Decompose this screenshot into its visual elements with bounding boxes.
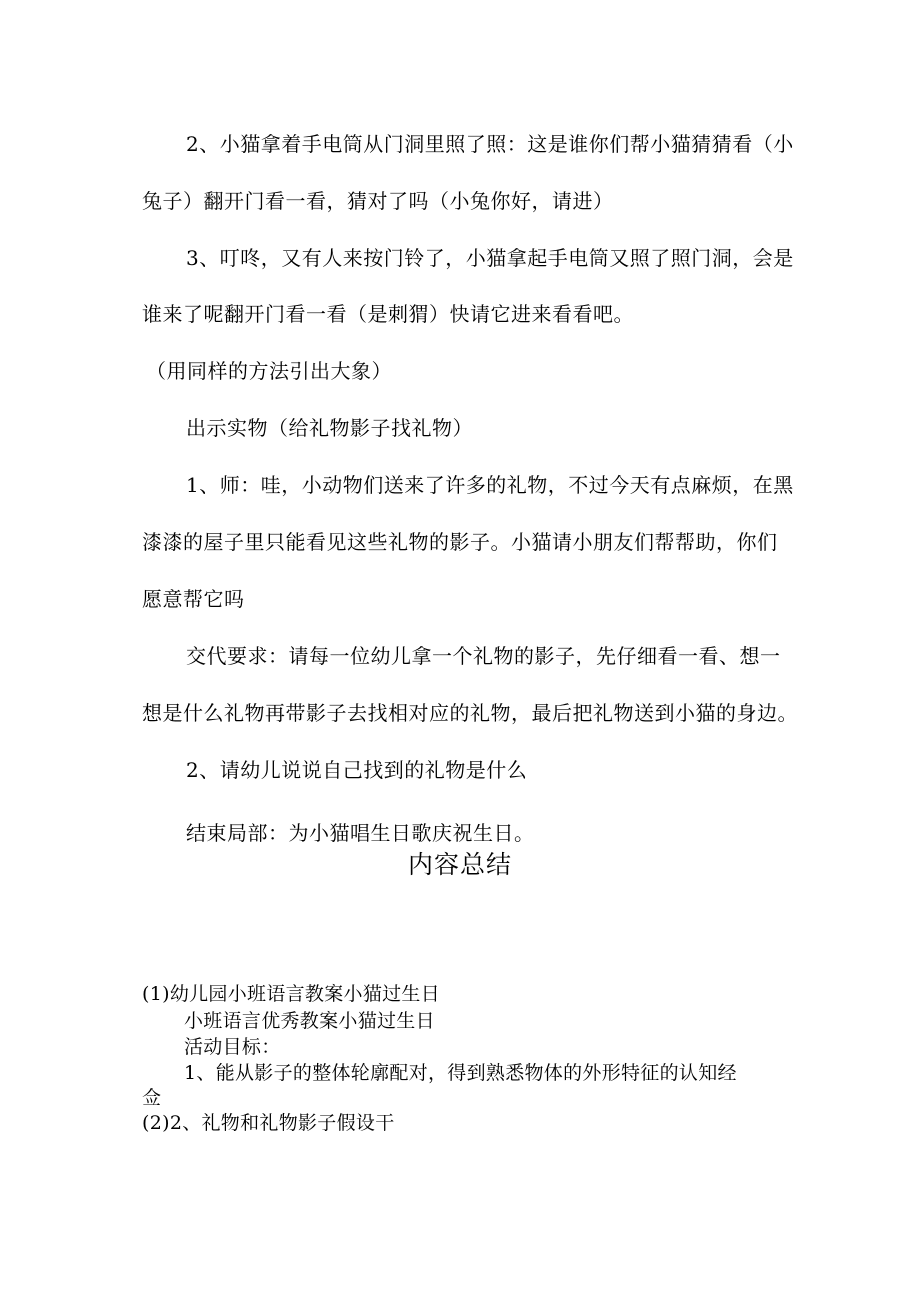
summary-line: 活动目标： xyxy=(184,1036,281,1058)
paragraph-line: 愿意帮它吗 xyxy=(142,587,245,611)
summary-line: (1)幼儿园小班语言教案小猫过生日 xyxy=(142,983,441,1005)
paragraph-line: 谁来了呢翻开门看一看（是刺猬）快请它进来看看吧。 xyxy=(142,302,634,326)
paragraph-line: 1、师：哇，小动物们送来了许多的礼物，不过今天有点麻烦，在黑 xyxy=(186,473,794,497)
paragraph-line: 2、小猫拿着手电筒从门洞里照了照：这是谁你们帮小猫猜猜看（小 xyxy=(186,132,794,156)
paragraph-line: （用同样的方法引出大象） xyxy=(146,359,392,383)
summary-line: 1、能从影子的整体轮廓配对，得到熟悉物体的外形特征的认知经 xyxy=(184,1062,737,1084)
paragraph-line: 交代要求：请每一位幼儿拿一个礼物的影子，先仔细看一看、想一 xyxy=(186,644,781,668)
summary-line: 小班语言优秀教案小猫过生日 xyxy=(184,1010,435,1032)
paragraph-line: 结束局部：为小猫唱生日歌庆祝生日。 xyxy=(186,821,535,845)
paragraph-line: 想是什么礼物再带影子去找相对应的礼物，最后把礼物送到小猫的身边。 xyxy=(142,701,798,725)
paragraph-line: 兔子）翻开门看一看，猜对了吗（小兔你好，请进） xyxy=(142,189,614,213)
paragraph-line: 2、请幼儿说说自己找到的礼物是什么 xyxy=(186,758,528,782)
paragraph-line: 漆漆的屋子里只能看见这些礼物的影子。小猫请小朋友们帮帮助，你们 xyxy=(142,530,778,554)
summary-title: 内容总结 xyxy=(407,850,512,879)
paragraph-line: 3、叮咚，又有人来按门铃了，小猫拿起手电筒又照了照门洞，会是 xyxy=(186,246,794,270)
section-heading: 出示实物（给礼物影子找礼物） xyxy=(186,416,473,440)
summary-line: (2)2、礼物和礼物影子假设干 xyxy=(142,1112,395,1134)
summary-line: 佥 xyxy=(142,1087,162,1109)
